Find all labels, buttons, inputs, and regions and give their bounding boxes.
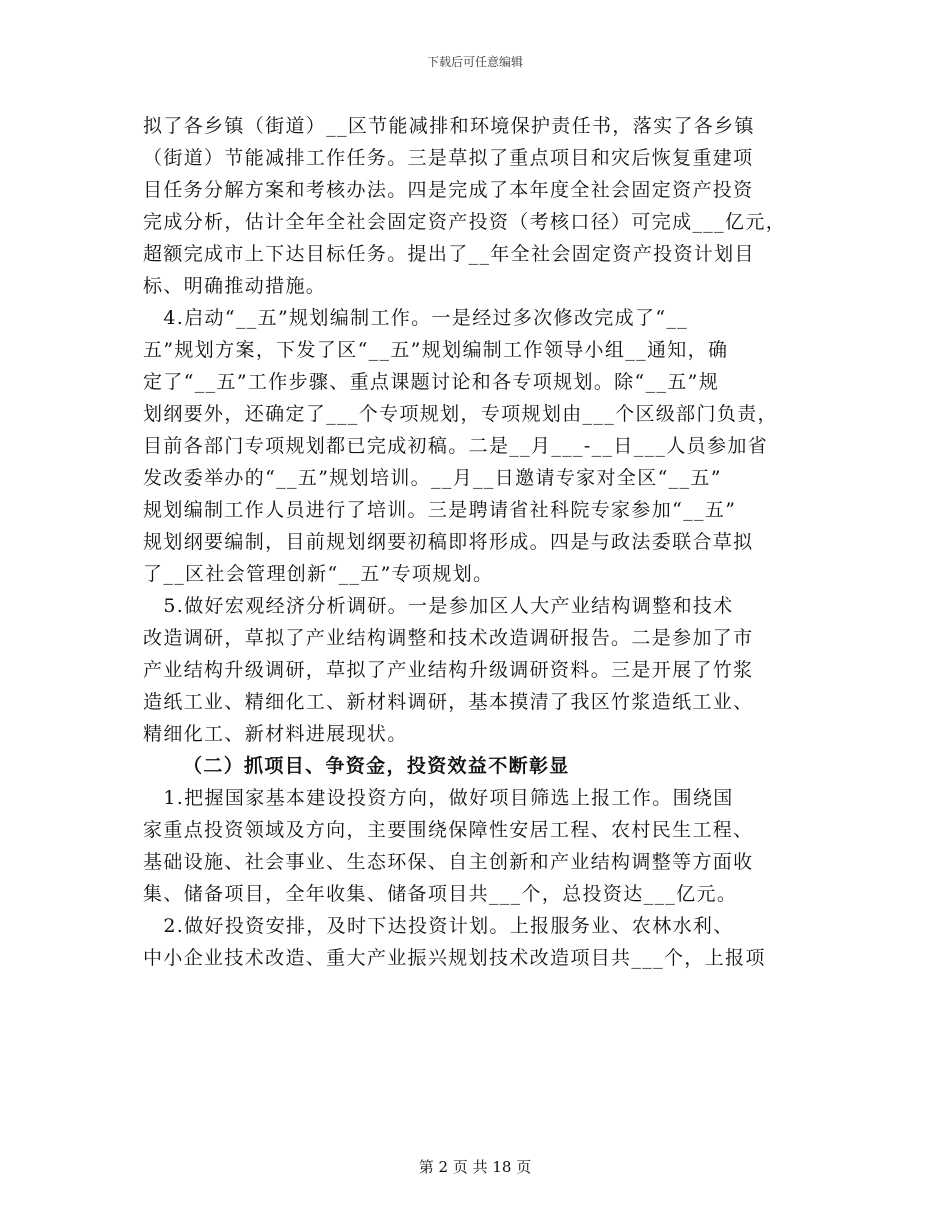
body-line: 造纸工业、精细化工、新材料调研，基本摸清了我区竹浆造纸工业、 bbox=[143, 691, 754, 713]
body-line: 家重点投资领域及方向，主要围绕保障性安居工程、农村民生工程、 bbox=[143, 819, 754, 841]
body-line: 发改委举办的“__五”规划培训。__月__日邀请专家对全区“__五” bbox=[143, 467, 722, 489]
body-line: 4.启动“__五”规划编制工作。一是经过多次修改完成了“__ bbox=[143, 307, 689, 329]
body-line: 基础设施、社会事业、生态环保、自主创新和产业结构调整等方面收 bbox=[143, 851, 754, 873]
body-line: 了__区社会管理创新“__五”专项规划。 bbox=[143, 563, 494, 585]
section-heading: （二）抓项目、争资金，投资效益不断彰显 bbox=[183, 755, 570, 777]
body-line: 精细化工、新材料进展现状。 bbox=[143, 723, 408, 745]
body-line: 五”规划方案，下发了区“__五”规划编制工作领导小组__通知，确 bbox=[143, 339, 729, 361]
body-line: （街道）节能减排工作任务。三是草拟了重点项目和灾后恢复重建项 bbox=[143, 147, 754, 169]
body-line: 产业结构升级调研，草拟了产业结构升级调研资料。三是开展了竹浆 bbox=[143, 659, 754, 681]
body-line: 划纲要外，还确定了___个专项规划，专项规划由___个区级部门负责， bbox=[143, 403, 778, 425]
body-line: 集、储备项目，全年收集、储备项目共___个，总投资达___亿元。 bbox=[143, 883, 738, 905]
body-line: 拟了各乡镇（街道）__区节能减排和环境保护责任书，落实了各乡镇 bbox=[143, 115, 755, 137]
body-line: 目任务分解方案和考核办法。四是完成了本年度全社会固定资产投资 bbox=[143, 179, 754, 201]
body-line: 改造调研，草拟了产业结构调整和技术改造调研报告。二是参加了市 bbox=[143, 627, 754, 649]
body-line: 目前各部门专项规划都已完成初稿。二是__月___-__日___人员参加省 bbox=[143, 435, 769, 457]
body-line: 5.做好宏观经济分析调研。一是参加区人大产业结构调整和技术 bbox=[143, 595, 734, 617]
body-line: 规划编制工作人员进行了培训。三是聘请省社科院专家参加“__五” bbox=[143, 499, 737, 521]
body-line: 超额完成市上下达目标任务。提出了__年全社会固定资产投资计划目 bbox=[143, 243, 755, 265]
document-body bbox=[143, 110, 813, 974]
body-line: 2.做好投资安排，及时下达投资计划。上报服务业、农林水利、 bbox=[143, 915, 734, 937]
body-line: 中小企业技术改造、重大产业振兴规划技术改造项目共___个，上报项 bbox=[143, 947, 766, 969]
body-line: 标、明确推动措施。 bbox=[143, 275, 327, 297]
body-line: 1.把握国家基本建设投资方向，做好项目筛选上报工作。围绕国 bbox=[143, 787, 734, 809]
body-line: 定了“__五”工作步骤、重点课题讨论和各专项规划。除“__五”规 bbox=[143, 371, 720, 393]
page-header: 下载后可任意编辑 bbox=[426, 55, 523, 69]
body-line: 规划纲要编制，目前规划纲要初稿即将形成。四是与政法委联合草拟 bbox=[143, 531, 754, 553]
page-footer: 第 2 页 共 18 页 bbox=[418, 1158, 532, 1176]
body-line: 完成分析，估计全年全社会固定资产投资（考核口径）可完成___亿元， bbox=[143, 211, 787, 233]
